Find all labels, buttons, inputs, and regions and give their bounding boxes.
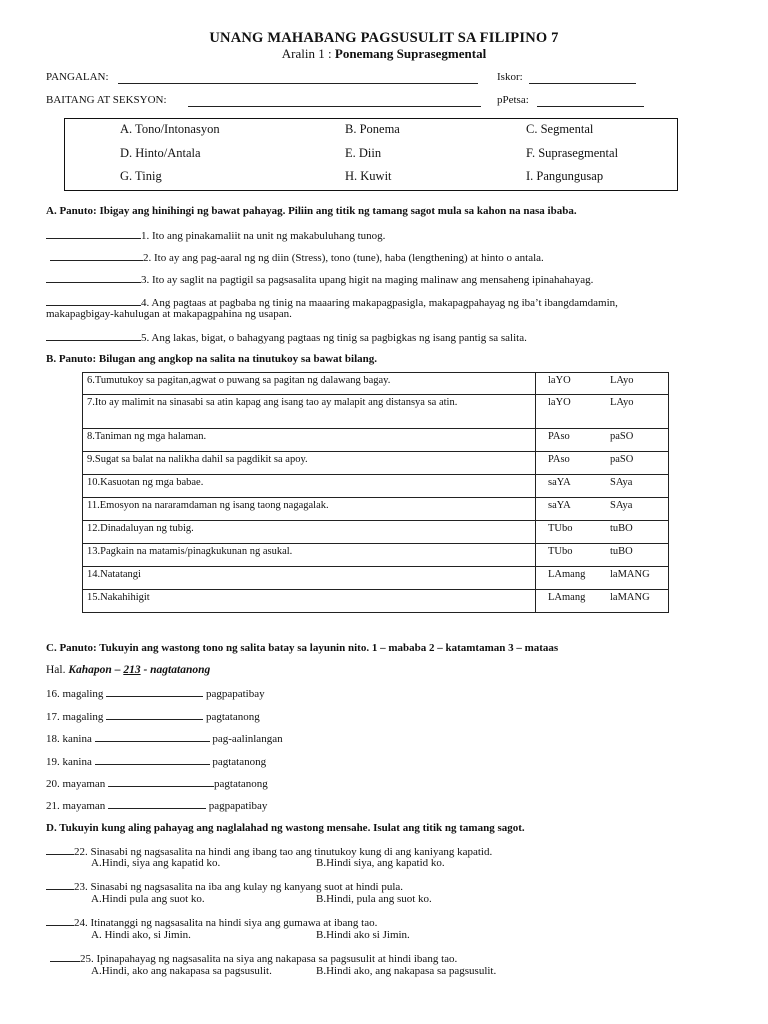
answer-blank[interactable] <box>95 754 210 765</box>
word-option-1[interactable]: LAmang <box>548 592 586 603</box>
part-d-item-23 <box>46 879 403 893</box>
part-c-instruction: C. Panuto: Tukuyin ang wastong tono ng salita batay sa layunin nito. 1 – mababa 2 – katamtaman 3 – mataas <box>46 642 559 654</box>
answer-blank[interactable] <box>50 951 80 962</box>
question-text: 4. Ang pagtaas at pagbaba ng tinig na maaaring makapagpasigla, makapagpahayag ng iba’t ibangdamdamin, <box>141 297 618 309</box>
item-label: 17. magaling <box>46 711 104 723</box>
table-row <box>83 395 669 429</box>
question-text: 24. Itinatanggi ng nagsasalita na hindi siya ang gumawa at ibang tao. <box>74 917 378 929</box>
item-purpose: pagpapatibay <box>205 688 265 700</box>
answer-blank[interactable] <box>46 295 141 306</box>
question-text: 1. Ito ang pinakamaliit na unit ng makabuluhang tunog. <box>141 230 386 242</box>
word-option-1[interactable]: saYA <box>548 477 571 488</box>
word-option-2[interactable]: LAyo <box>610 397 634 408</box>
score-label: Iskor: <box>497 71 523 83</box>
table-row <box>83 590 669 613</box>
example-prefix: Hal. <box>46 664 69 676</box>
question-cell: 11.Emosyon na nararamdaman ng isang taong nagagalak. <box>83 498 536 521</box>
question-cell: 13.Pagkain na matamis/pinagkukunan ng asukal. <box>83 544 536 567</box>
option-b: B.Hindi, pula ang suot ko. <box>316 893 432 905</box>
choices-box <box>64 118 678 191</box>
option-a: A. Hindi ako, si Jimin. <box>91 929 191 941</box>
item-label: 20. mayaman <box>46 778 106 790</box>
question-text: 5. Ang lakas, bigat, o bahagyang pagtaas ng tinig sa pagbigkas ng isang pantig sa salita. <box>141 332 527 344</box>
item-label: 19. kanina <box>46 756 92 768</box>
example-word: Kahapon – <box>68 664 124 676</box>
part-d-item-24 <box>46 915 377 929</box>
answer-blank[interactable] <box>46 330 141 341</box>
part-b-instruction: B. Panuto: Bilugan ang angkop na salita na tinutukoy sa bawat bilang. <box>46 353 378 365</box>
word-option-2[interactable]: paSO <box>610 454 634 465</box>
answer-blank[interactable] <box>108 798 206 809</box>
example-suffix: - nagtatanong <box>140 664 211 676</box>
question-cell: 12.Dinadaluyan ng tubig. <box>83 521 536 544</box>
part-a-item-5 <box>46 330 527 344</box>
date-label: pPetsa: <box>497 94 529 106</box>
choice-b: B. Ponema <box>345 122 400 136</box>
part-c-item-19 <box>46 754 266 768</box>
word-option-2[interactable]: laMANG <box>610 569 650 580</box>
part-d-item-22 <box>46 844 492 858</box>
option-b: B.Hindi ako, ang nakapasa sa pagsusulit. <box>316 965 497 977</box>
answer-cell <box>536 544 669 567</box>
table-row <box>83 429 669 452</box>
part-a-item-2 <box>50 250 544 264</box>
answer-cell <box>536 429 669 452</box>
word-option-1[interactable]: TUbo <box>548 546 573 557</box>
answer-cell <box>536 475 669 498</box>
subtitle-topic: Ponemang Suprasegmental <box>334 46 487 61</box>
answer-blank[interactable] <box>46 915 74 926</box>
example-num: 213 <box>123 664 141 676</box>
answer-blank[interactable] <box>108 776 214 787</box>
table-row <box>83 567 669 590</box>
word-option-1[interactable]: LAmang <box>548 569 586 580</box>
answer-cell <box>536 498 669 521</box>
question-cell: 6.Tumutukoy sa pagitan,agwat o puwang sa pagitan ng dalawang bagay. <box>83 373 536 395</box>
choice-c: C. Segmental <box>526 122 594 136</box>
item-label: 16. magaling <box>46 688 104 700</box>
table-row <box>83 373 669 395</box>
word-option-1[interactable]: saYA <box>548 500 571 511</box>
part-c-example <box>46 664 210 676</box>
item-label: 18. kanina <box>46 733 92 745</box>
section-label: BAITANG AT SEKSYON: <box>46 94 167 106</box>
option-a: A.Hindi, siya ang kapatid ko. <box>91 857 221 869</box>
part-a-item-4-cont: makapagbigay-kahulugan at makapagpahina ng usapan. <box>46 308 292 320</box>
word-option-2[interactable]: SAya <box>610 500 633 511</box>
answer-blank[interactable] <box>106 686 203 697</box>
choice-i: I. Pangungusap <box>526 169 604 183</box>
page-subtitle <box>0 46 768 62</box>
item-purpose: pag-aalinlangan <box>212 733 283 745</box>
item-purpose: pagpapatibay <box>208 800 268 812</box>
question-cell: 14.Natatangi <box>83 567 536 590</box>
word-option-2[interactable]: laMANG <box>610 592 650 603</box>
choice-f: F. Suprasegmental <box>526 146 619 160</box>
name-label: PANGALAN: <box>46 71 109 83</box>
answer-blank[interactable] <box>46 272 141 283</box>
item-purpose: pagtatanong <box>214 778 268 790</box>
option-b: B.Hindi ako si Jimin. <box>316 929 410 941</box>
question-text: 2. Ito ay ang pag-aaral ng ng diin (Stress), tono (tune), haba (lengthening) at hinto o antala. <box>143 252 544 264</box>
part-d-item-25 <box>50 951 457 965</box>
part-a-item-3 <box>46 272 593 286</box>
option-a: A.Hindi pula ang suot ko. <box>91 893 205 905</box>
question-text: 3. Ito ay saglit na pagtigil sa pagsasalita upang higit na maging malinaw ang mensaheng ipinahahayag. <box>141 274 594 286</box>
part-a-item-1 <box>46 228 385 242</box>
answer-cell <box>536 373 669 395</box>
question-cell: 15.Nakahihigit <box>83 590 536 613</box>
question-cell: 8.Taniman ng mga halaman. <box>83 429 536 452</box>
option-b: B.Hindi siya, ang kapatid ko. <box>316 857 445 869</box>
answer-cell <box>536 395 669 429</box>
answer-blank[interactable] <box>106 709 203 720</box>
answer-blank[interactable] <box>95 731 210 742</box>
question-cell: 10.Kasuotan ng mga babae. <box>83 475 536 498</box>
part-c-item-16 <box>46 686 265 700</box>
part-d-instruction: D. Tukuyin kung aling pahayag ang naglalahad ng wastong mensahe. Isulat ang titik ng tamang sagot. <box>46 822 525 834</box>
table-row <box>83 498 669 521</box>
word-option-2[interactable]: LAyo <box>610 375 634 386</box>
part-a-item-4 <box>46 295 618 309</box>
table-row <box>83 544 669 567</box>
part-c-item-21 <box>46 798 267 812</box>
answer-cell <box>536 452 669 475</box>
choice-h: H. Kuwit <box>345 169 392 183</box>
word-option-2[interactable]: tuBO <box>610 546 633 557</box>
question-cell: 7.Ito ay malimit na sinasabi sa atin kapag ang isang tao ay malapit ang distansya sa atin. <box>83 395 536 429</box>
page-title: UNANG MAHABANG PAGSUSULIT SA FILIPINO 7 <box>209 30 559 46</box>
question-text: 25. Ipinapahayag ng nagsasalita na siya ang nakapasa sa pagsusulit at hindi ibang tao. <box>80 953 458 965</box>
question-cell: 9.Sugat sa balat na nalikha dahil sa pagdikit sa apoy. <box>83 452 536 475</box>
part-a-instruction: A. Panuto: Ibigay ang hinihingi ng bawat pahayag. Piliin ang titik ng tamang sagot mula sa kahon na nasa ibaba. <box>46 205 577 217</box>
option-a: A.Hindi, ako ang nakapasa sa pagsusulit. <box>91 965 272 977</box>
word-option-1[interactable]: PAso <box>548 454 570 465</box>
item-label: 21. mayaman <box>46 800 106 812</box>
word-option-2[interactable]: SAya <box>610 477 633 488</box>
choice-g: G. Tinig <box>120 169 162 183</box>
subtitle-prefix: Aralin 1 : <box>281 46 335 61</box>
name-line[interactable] <box>118 83 478 84</box>
answer-cell <box>536 521 669 544</box>
part-c-item-17 <box>46 709 260 723</box>
answer-blank[interactable] <box>46 228 141 239</box>
word-option-1[interactable]: laYO <box>548 397 571 408</box>
table-row <box>83 475 669 498</box>
part-c-item-20 <box>46 776 268 790</box>
answer-blank[interactable] <box>50 250 143 261</box>
answer-cell <box>536 590 669 613</box>
choice-e: E. Diin <box>345 146 382 160</box>
item-purpose: pagtatanong <box>205 711 260 723</box>
word-option-2[interactable]: tuBO <box>610 523 633 534</box>
question-text: 23. Sinasabi ng nagsasalita na iba ang kulay ng kanyang suot at hindi pula. <box>74 881 404 893</box>
item-purpose: pagtatanong <box>212 756 267 768</box>
word-option-2[interactable]: paSO <box>610 431 634 442</box>
choice-a: A. Tono/Intonasyon <box>120 122 220 136</box>
word-option-1[interactable]: TUbo <box>548 523 573 534</box>
part-c-item-18 <box>46 731 283 745</box>
table-row <box>83 452 669 475</box>
choice-d: D. Hinto/Antala <box>120 146 201 160</box>
answer-blank[interactable] <box>46 844 74 855</box>
section-line[interactable] <box>188 106 481 107</box>
part-b-table <box>82 372 669 613</box>
table-row <box>83 521 669 544</box>
answer-blank[interactable] <box>46 879 74 890</box>
score-line[interactable] <box>529 83 636 84</box>
answer-cell <box>536 567 669 590</box>
word-option-1[interactable]: PAso <box>548 431 570 442</box>
question-text: 22. Sinasabi ng nagsasalita na hindi ang ibang tao ang tinutukoy kung di ang kaniyang kapatid. <box>74 846 493 858</box>
date-line[interactable] <box>537 106 644 107</box>
word-option-1[interactable]: laYO <box>548 375 571 386</box>
